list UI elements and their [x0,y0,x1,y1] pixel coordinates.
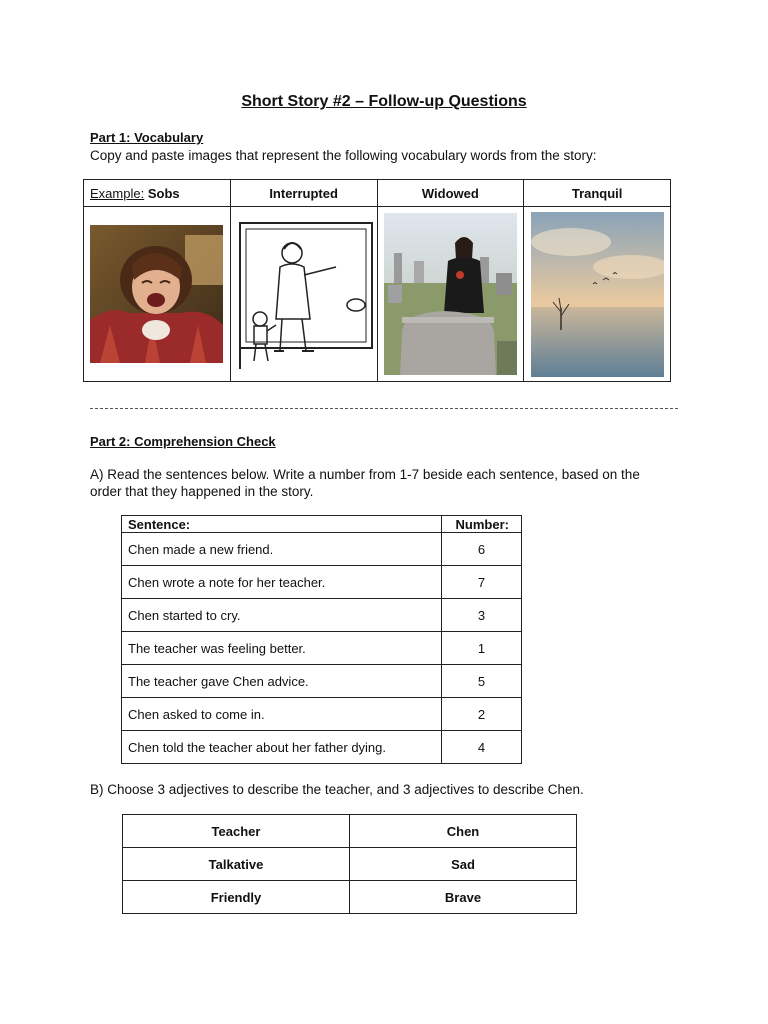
number-cell: 2 [442,698,522,731]
example-label: Example: [90,185,145,201]
cemetery-woman-image [384,213,517,375]
number-column-header: Number: [442,516,522,533]
sentence-cell: Chen asked to come in. [122,698,442,731]
chen-adjective-cell: Brave [350,881,577,914]
vocab-header-widowed: Widowed [377,180,524,207]
section-a-instruction-line2: order that they happened in the story. [90,484,314,499]
tranquil-lake-image [531,212,664,377]
chen-column-header: Chen [350,815,577,848]
teacher-column-header: Teacher [123,815,350,848]
table-row [122,665,522,698]
vocab-image-cell-widowed [377,207,524,382]
part1-instruction: Copy and paste images that represent the following vocabulary words from the story: [90,148,597,163]
sentence-cell: Chen made a new friend. [122,533,442,566]
vocab-word-sobs: Sobs [147,185,180,201]
table-row [122,599,522,632]
teacher-adjective-cell: Talkative [123,848,350,881]
sentence-cell: The teacher gave Chen advice. [122,665,442,698]
table-row [122,632,522,665]
number-cell: 1 [442,632,522,665]
vocabulary-table [83,179,671,382]
table-row [122,566,522,599]
sentence-cell: Chen started to cry. [122,599,442,632]
section-a-instruction-line1: A) Read the sentences below. Write a number from 1-7 beside each sentence, based on the [90,467,640,482]
table-row [123,881,577,914]
number-cell: 7 [442,566,522,599]
page-title: Short Story #2 – Follow-up Questions [241,93,527,110]
part1-heading: Part 1: Vocabulary [90,130,204,145]
section-divider [90,408,678,409]
sentence-cell: Chen told the teacher about her father dying. [122,731,442,764]
vocab-header-interrupted: Interrupted [230,180,377,207]
number-cell: 5 [442,665,522,698]
table-row [122,533,522,566]
table-row [123,848,577,881]
vocab-image-cell-interrupted [230,207,377,382]
number-cell: 4 [442,731,522,764]
adjectives-table [122,814,577,914]
table-row [122,698,522,731]
crying-child-image [90,225,223,363]
number-cell: 6 [442,533,522,566]
section-b-instruction: B) Choose 3 adjectives to describe the teacher, and 3 adjectives to describe Chen. [90,782,584,797]
number-cell: 3 [442,599,522,632]
teacher-adjective-cell: Friendly [123,881,350,914]
sentence-order-table [121,515,522,764]
sentence-cell: Chen wrote a note for her teacher. [122,566,442,599]
vocab-image-cell-sobs [84,207,231,382]
vocab-header-tranquil: Tranquil [524,180,671,207]
vocab-image-cell-tranquil [524,207,671,382]
part2-heading: Part 2: Comprehension Check [90,434,276,449]
sentence-column-header: Sentence: [122,516,442,533]
vocab-header-example [84,180,231,207]
teacher-cartoon-image [234,219,374,369]
sentence-cell: The teacher was feeling better. [122,632,442,665]
chen-adjective-cell: Sad [350,848,577,881]
table-row [122,731,522,764]
